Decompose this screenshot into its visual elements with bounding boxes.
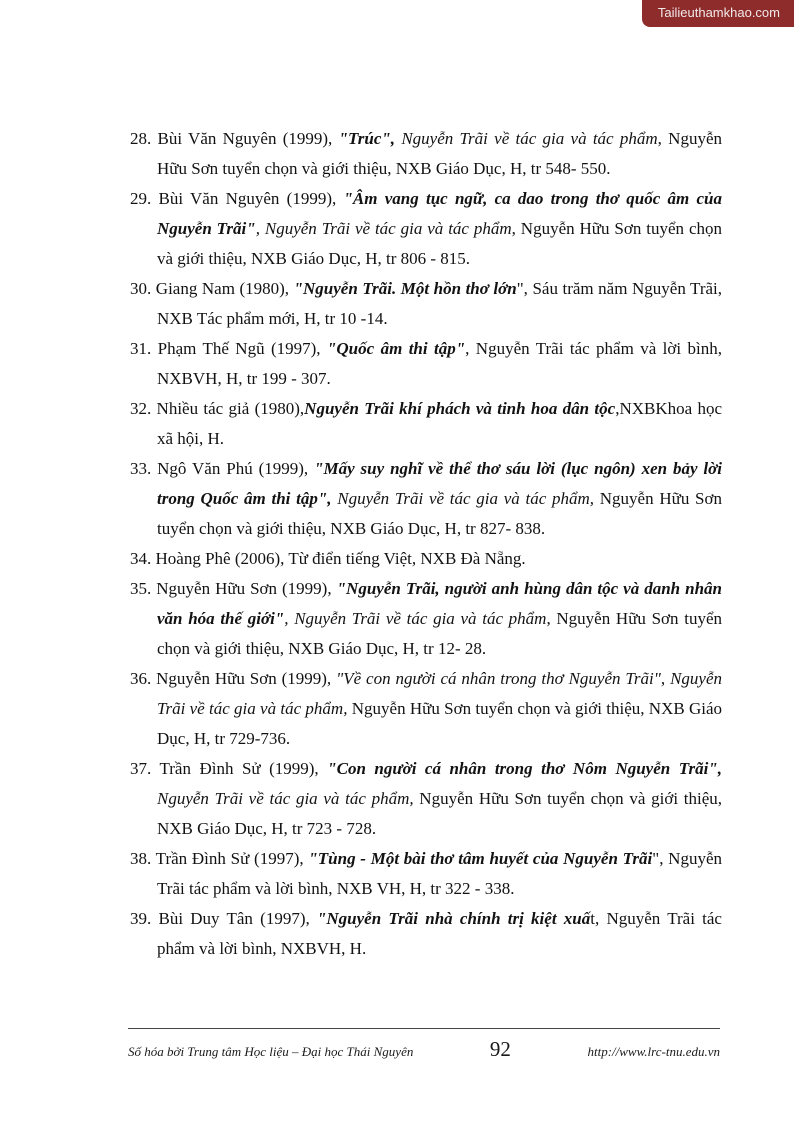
reference-text-segment: Bùi Văn Nguyên (1999), — [151, 129, 339, 148]
reference-text-segment: "Con người cá nhân trong thơ Nôm Nguyễn Trãi", — [327, 759, 722, 778]
reference-item — [130, 274, 722, 334]
reference-text-segment: Nguyễn Hữu Sơn (1999), — [151, 579, 337, 598]
reference-item — [130, 574, 722, 664]
reference-item — [130, 394, 722, 454]
reference-text-segment: "Mấy suy nghĩ về thể thơ sáu lời (lục ngôn) xen bảy lời trong Quốc âm thi tập", — [157, 459, 722, 508]
reference-text-segment: "Quốc âm thi tập" — [326, 339, 466, 358]
reference-text-segment: "Nguyễn Trãi, người anh hùng dân tộc và danh nhân văn hóa thế giới" — [157, 579, 722, 628]
reference-text-segment: Hoàng Phê (2006), Từ điển tiếng Việt, NXB Đà Nẵng. — [151, 549, 526, 568]
reference-item — [130, 184, 722, 274]
reference-text-segment: Trần Đình Sử (1999), — [151, 759, 328, 778]
reference-text-segment: "Nguyễn Trãi. Một hồn thơ lớn — [293, 279, 517, 298]
reference-text-segment: Bùi Văn Nguyên (1999), — [151, 189, 344, 208]
reference-number: 36. — [130, 669, 152, 688]
reference-number: 35. — [130, 579, 152, 598]
reference-text-segment: , Nguyễn Hữu Sơn tuyển chọn và giới thiệu, NXB Giáo Dục, H, tr 806 - 815. — [157, 219, 722, 268]
reference-number: 29. — [130, 189, 152, 208]
reference-text-segment: Nguyễn Hữu Sơn tuyển chọn và giới thiệu, NXB Giáo Dục, H, tr 723 - 728. — [157, 789, 722, 838]
reference-number: 38. — [130, 849, 152, 868]
reference-item — [130, 844, 722, 904]
reference-list — [130, 124, 722, 964]
reference-number: 34. — [130, 549, 152, 568]
reference-text-segment: , Nguyễn Hữu Sơn tuyển chọn và giới thiệu, NXB Giáo Dục, H, tr 12- 28. — [157, 609, 722, 658]
footer-url-link[interactable]: http://www.lrc-tnu.edu.vn — [587, 1044, 720, 1059]
reference-text-segment: Nguyễn Trãi về tác gia và tác phẩm, — [157, 789, 414, 808]
page-number: 92 — [489, 1037, 511, 1061]
reference-text-segment: Nguyễn Trãi về tác gia và tác phẩm, — [331, 489, 595, 508]
reference-text-segment: Nguyễn Trãi về tác gia và tác phẩm, — [157, 669, 723, 718]
reference-text-segment: Nhiều tác giả (1980), — [151, 399, 305, 418]
reference-text-segment: Bùi Duy Tân (1997), — [151, 909, 317, 928]
reference-item — [130, 544, 722, 574]
reference-number: 31. — [130, 339, 152, 358]
watermark-badge: Tailieuthamkhao.com — [642, 0, 794, 27]
reference-number: 37. — [130, 759, 152, 778]
reference-text-segment: Phạm Thế Ngũ (1997), — [151, 339, 327, 358]
reference-text-segment: , Nguyễn Trãi tác phẩm và lời bình, NXBVH, H, tr 199 - 307. — [157, 339, 722, 388]
reference-text-segment: Trần Đình Sử (1997), — [151, 849, 309, 868]
reference-text-segment: "Âm vang tục ngữ, ca dao trong thơ quốc âm của Nguyễn Trãi" — [157, 189, 722, 238]
reference-text-segment: Nguyễn Hữu Sơn tuyển chọn và giới thiệu, NXB Giáo Dục, H, tr 827- 838. — [157, 489, 722, 538]
reference-text-segment: "Về con người cá nhân trong thơ Nguyễn Trãi" — [336, 669, 661, 688]
reference-item — [130, 754, 722, 844]
reference-item — [130, 334, 722, 394]
reference-text-segment: ,NXBKhoa học xã hội, H. — [157, 399, 723, 448]
reference-text-segment: "Nguyễn Trãi nhà chính trị kiệt xuấ — [316, 909, 591, 928]
reference-item — [130, 664, 722, 754]
reference-text-segment: Nguyễn Trãi về tác gia và tác phẩm — [395, 129, 658, 148]
reference-number: 30. — [130, 279, 152, 298]
reference-text-segment: Nguyễn Trãi khí phách và tinh hoa dân tộc — [304, 399, 616, 418]
reference-item — [130, 124, 722, 184]
footer-digitized-by: Số hóa bởi Trung tâm Học liệu – Đại học Thái Nguyên — [128, 1044, 414, 1059]
reference-text-segment: , Nguyễn Hữu Sơn tuyển chọn và giới thiệu, NXB Giáo Dục, H, tr 548- 550. — [157, 129, 722, 178]
page-footer — [128, 1028, 720, 1062]
reference-text-segment: Ngô Văn Phú (1999), — [151, 459, 315, 478]
reference-text-segment: "Tùng - Một bài thơ tâm huyết của Nguyễn Trãi — [308, 849, 653, 868]
reference-text-segment: Nguyễn Hữu Sơn tuyển chọn và giới thiệu, NXB Giáo Dục, H, tr 729-736. — [157, 699, 723, 748]
reference-text-segment: ", Sáu trăm năm Nguyễn Trãi, NXB Tác phẩm mới, H, tr 10 -14. — [157, 279, 723, 328]
reference-number: 39. — [130, 909, 152, 928]
reference-number: 28. — [130, 129, 152, 148]
reference-text-segment: Nguyễn Hữu Sơn (1999), — [151, 669, 337, 688]
reference-text-segment: ", Nguyễn Trãi tác phẩm và lời bình, NXB VH, H, tr 322 - 338. — [157, 849, 722, 898]
reference-number: 33. — [130, 459, 152, 478]
reference-text-segment: "Trúc", — [338, 129, 396, 148]
reference-item — [130, 454, 722, 544]
reference-text-segment: , Nguyễn Trãi về tác gia và tác phẩm — [284, 609, 547, 628]
reference-number: 32. — [130, 399, 152, 418]
reference-text-segment: t, Nguyễn Trãi tác phẩm và lời bình, NXBVH, H. — [157, 909, 722, 958]
reference-item — [130, 904, 722, 964]
reference-text-segment: Giang Nam (1980), — [151, 279, 294, 298]
reference-text-segment: , — [660, 669, 671, 688]
reference-text-segment: , Nguyễn Trãi về tác gia và tác phẩm — [255, 219, 512, 238]
